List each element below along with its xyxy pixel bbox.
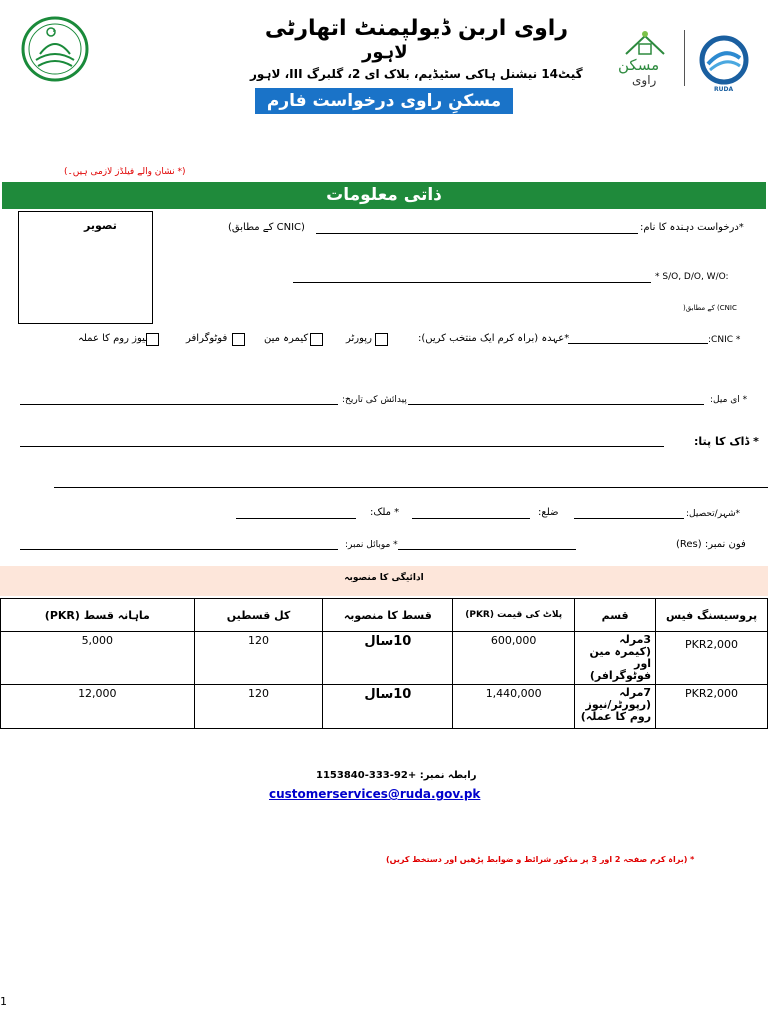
applicant-name-field[interactable]: [316, 233, 638, 234]
photographer-option: فوٹوگرافر: [186, 333, 228, 344]
header-processing-fee: پروسیسنگ فیس: [656, 599, 768, 632]
table-row: [1, 632, 768, 685]
cnic-match-note-2: )کے مطابق (CNIC: [683, 304, 737, 312]
city-label: *شہر/تحصیل:: [686, 509, 740, 519]
header-installment-plan: قسط کا منصوبہ: [323, 599, 453, 632]
cell-fee: PKR2,000: [656, 685, 768, 729]
country-label: * ملک:: [370, 507, 400, 518]
payment-plan-table: [0, 598, 768, 729]
org-city: لاہور: [362, 42, 408, 63]
newsroom-checkbox[interactable]: [146, 333, 159, 346]
postal-address-field-2[interactable]: [54, 487, 768, 488]
maskan-ravi-logo: [612, 28, 678, 88]
phone-field[interactable]: [398, 549, 576, 550]
cnic-field[interactable]: [568, 343, 708, 344]
page-number: 1: [0, 995, 7, 1008]
cell-plan: 10سال: [323, 632, 453, 685]
cell-total: 120: [194, 632, 323, 685]
dob-field[interactable]: [20, 404, 338, 405]
org-name: راوی اربن ڈیولپمنٹ اتھارٹی: [264, 16, 568, 41]
logo-text-ravi: راوی: [632, 73, 657, 87]
ruda-short: RUDA: [714, 86, 734, 93]
email-field[interactable]: [408, 404, 704, 405]
reporter-option: رپورٹر: [346, 333, 372, 344]
email-label: * ای میل:: [710, 395, 748, 405]
cell-monthly: 12,000: [1, 685, 195, 729]
district-field[interactable]: [412, 518, 530, 519]
cnic-label: * CNIC:: [708, 335, 741, 345]
cell-fee: PKR2,000: [656, 632, 768, 685]
payment-plan-title: ادائیگی کا منصوبہ: [0, 566, 768, 596]
section-personal-info: ذاتی معلومات: [2, 182, 766, 209]
header-category: قسم: [575, 599, 656, 632]
cell-price: 600,000: [453, 632, 575, 685]
table-row: [1, 685, 768, 729]
phone-label: فون نمبر: (Res): [676, 539, 746, 550]
photo-label: تصویر: [84, 219, 117, 232]
newsroom-option: نیوز روم کا عملہ: [78, 333, 148, 344]
cameraman-checkbox[interactable]: [310, 333, 323, 346]
cell-category: 3مرلہ (کیمرہ مین اور فوٹوگرافر): [575, 632, 656, 685]
contact-email-link[interactable]: customerservices@ruda.gov.pk: [269, 787, 481, 801]
sdw-label: * S/O, D/O, W/O:: [655, 272, 729, 282]
table-header-row: [1, 599, 768, 632]
cnic-match-note: (CNIC کے مطابق): [228, 222, 305, 233]
contact-number: رابطہ نمبر: +92-333-1153840: [316, 770, 477, 781]
header-total-installments: کل قسطیں: [194, 599, 323, 632]
org-address: گیٹ14 نیشنل ہاکی سٹیڈیم، بلاک ای 2، گلبرگ III، لاہور: [250, 67, 583, 81]
reporter-checkbox[interactable]: [375, 333, 388, 346]
mobile-label: * موبائل نمبر:: [345, 540, 398, 550]
header-monthly: ماہانہ قسط (PKR): [1, 599, 195, 632]
cell-category: 7مرلہ (رپورٹر/نیوز روم کا عملہ): [575, 685, 656, 729]
logo-text-maskan: مسکن: [618, 56, 660, 74]
cameraman-option: کیمرہ مین: [264, 333, 309, 344]
form-title: مسکنِ راوی درخواست فارم: [255, 88, 513, 114]
district-label: ضلع:: [538, 507, 559, 518]
postal-address-field-1[interactable]: [20, 446, 664, 447]
ruda-logo: [688, 24, 760, 96]
mobile-field[interactable]: [20, 549, 338, 550]
dob-label: پیدائش کی تاریخ:: [342, 395, 407, 405]
punjab-seal-logo: [18, 14, 92, 84]
logo-divider: [684, 30, 685, 86]
sdw-field[interactable]: [293, 282, 651, 283]
cell-price: 1,440,000: [453, 685, 575, 729]
cell-monthly: 5,000: [1, 632, 195, 685]
cell-plan: 10سال: [323, 685, 453, 729]
postal-address-label: * ڈاک کا پتا:: [694, 435, 759, 448]
city-field[interactable]: [574, 518, 684, 519]
cell-total: 120: [194, 685, 323, 729]
header-plot-price: پلاٹ کی قیمت (PKR): [453, 599, 575, 632]
required-note: (* نشان والے فیلڈز لازمی ہیں۔): [64, 167, 186, 177]
country-field[interactable]: [236, 518, 356, 519]
footer-terms-note: * (براہ کرم صفحہ 2 اور 3 پر مذکور شرائط و ضوابط پڑھیں اور دستخط کریں): [386, 855, 695, 864]
photographer-checkbox[interactable]: [232, 333, 245, 346]
designation-label: *عہدہ (براہ کرم ایک منتخب کریں):: [418, 333, 570, 344]
applicant-name-label: *درخواست دہندہ کا نام:: [640, 222, 744, 233]
